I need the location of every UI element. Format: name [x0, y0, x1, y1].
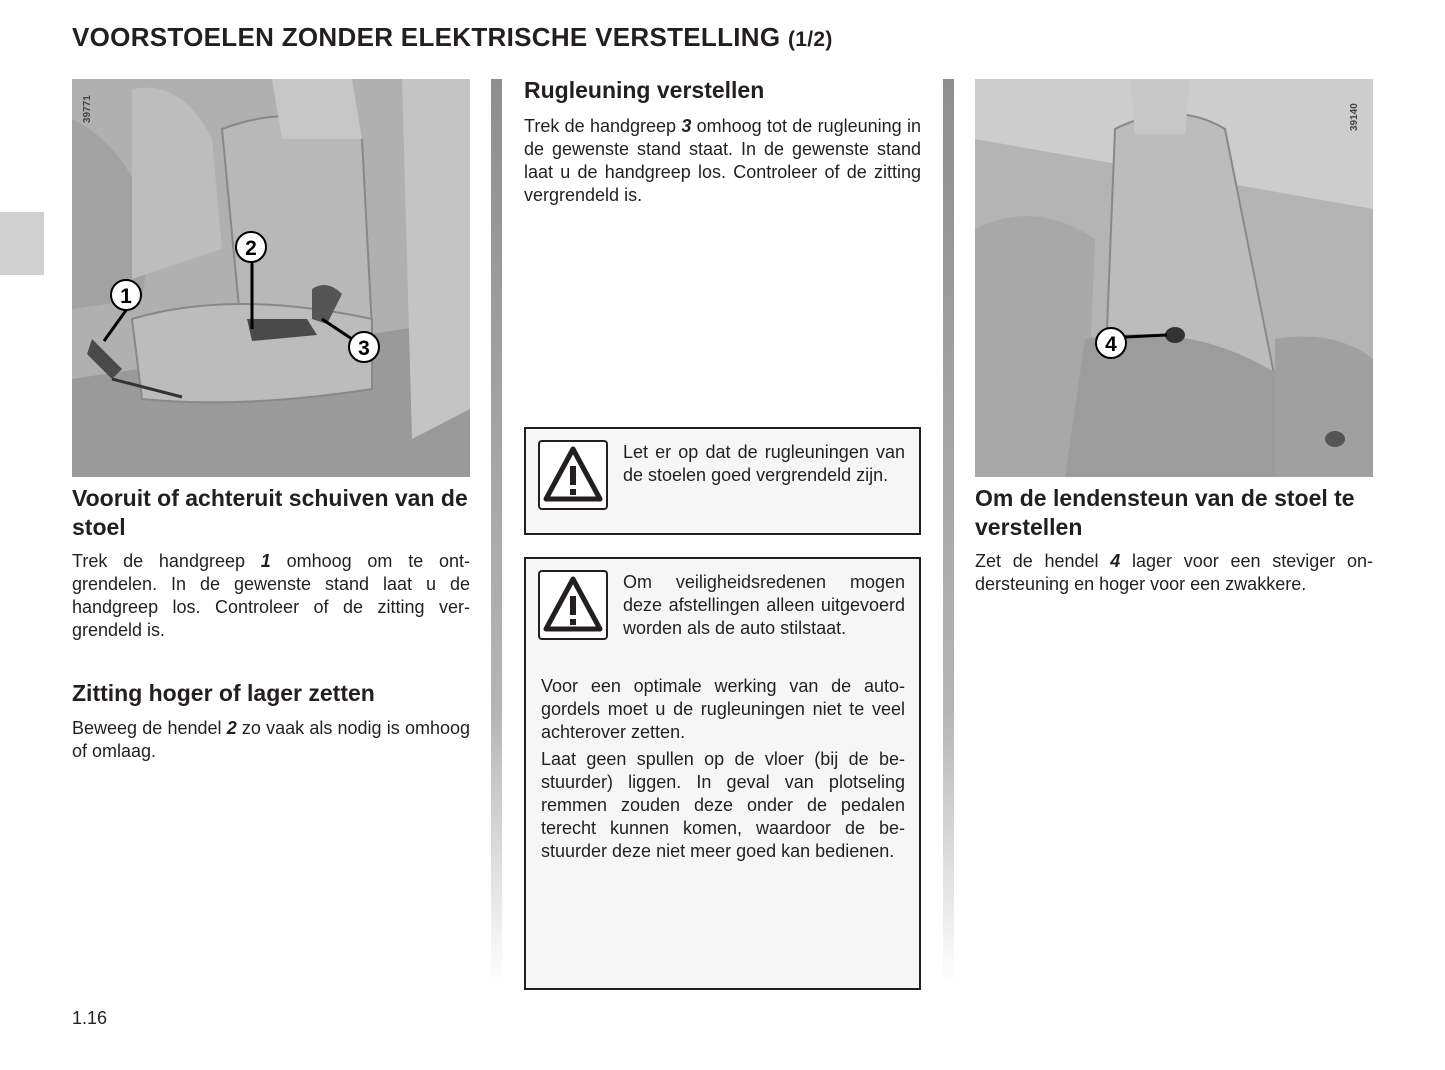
callout-layer-right	[975, 79, 1373, 477]
callout-4	[1096, 328, 1126, 358]
warning-box-backrest-lock	[524, 427, 921, 535]
callout-3	[349, 332, 379, 362]
heading-seat-height: Zitting hoger of lager zetten	[72, 680, 375, 706]
callout-1-label: 1	[120, 285, 132, 308]
heading-slide-seat: Vooruit of achteruit schuiven van de stoel	[72, 485, 468, 540]
callout-1	[111, 280, 141, 310]
paragraph-seat-height: Beweeg de hendel 2 zo vaak als nodig is omhoog of omlaag.	[72, 718, 471, 761]
callout-4-label: 4	[1105, 333, 1117, 356]
paragraph-lumbar-support: Zet de hendel 4 lager voor een steviger ondersteuning en hoger voor een zwakkere.	[975, 551, 1373, 594]
callout-layer	[72, 79, 470, 477]
heading-backrest: Rugleuning verstellen	[524, 77, 765, 103]
page-title-text: VOORSTOELEN ZONDER ELEKTRISCHE VERSTELLING	[72, 22, 781, 52]
warning-triangle-icon	[538, 440, 608, 510]
warning-box-safety	[524, 557, 921, 990]
reference-lever-2: 2	[226, 718, 237, 738]
callout-2	[236, 232, 266, 262]
warning-text-floor-objects: Laat geen spullen op de vloer (bij de bestuurder) liggen. In geval van plotseling remmen zouden deze onder de pedalen terecht kunnen komen, waardoor de bestuurder deze niet meer goed kan bedienen.	[541, 749, 905, 861]
heading-lumbar-support: Om de lendensteun van de stoel te verstellen	[975, 485, 1355, 540]
warning-text-seatbelts: Voor een optimale werking van de autogordels moet u de rugleuningen niet te veel achterover zetten.	[541, 676, 905, 742]
reference-lever-4: 4	[1110, 551, 1121, 571]
warning-text-stationary: Om veiligheidsredenen mogen deze afstellingen alleen uitgevoerd worden als de auto stilstaat.	[623, 572, 905, 638]
callout-3-label: 3	[358, 337, 370, 360]
front-seat-illustration	[72, 79, 470, 477]
page-title	[72, 22, 833, 53]
section-tab-marker	[0, 212, 44, 275]
page-number: 1.16	[72, 1008, 108, 1028]
lumbar-support-illustration	[975, 79, 1373, 477]
paragraph-backrest: Trek de handgreep 3 omhoog tot de rugleuning in de gewenste stand staat. In de gewenste stand laat u de handgreep los. Controleer of de zitting vergrendeld is.	[524, 116, 921, 205]
page-title-suffix: (1/2)	[787, 28, 833, 51]
figure-number-left: 39771	[82, 95, 93, 123]
column-separator-right	[943, 79, 954, 984]
warning-text-backrest-lock: Let er op dat de rugleuningen van de stoelen goed vergrendeld zijn.	[623, 442, 905, 485]
warning-triangle-icon	[538, 570, 608, 640]
callout-2-label: 2	[245, 237, 257, 260]
reference-handle-3: 3	[681, 116, 692, 136]
paragraph-slide-seat: Trek de handgreep 1 omhoog om te ontgrendelen. In de gewenste stand laat u de handgreep los. Controleer of de zitting vergrendeld is.	[72, 551, 471, 640]
figure-number-right: 39140	[1349, 103, 1360, 131]
column-separator-left	[491, 79, 502, 984]
reference-handle-1: 1	[260, 551, 271, 571]
